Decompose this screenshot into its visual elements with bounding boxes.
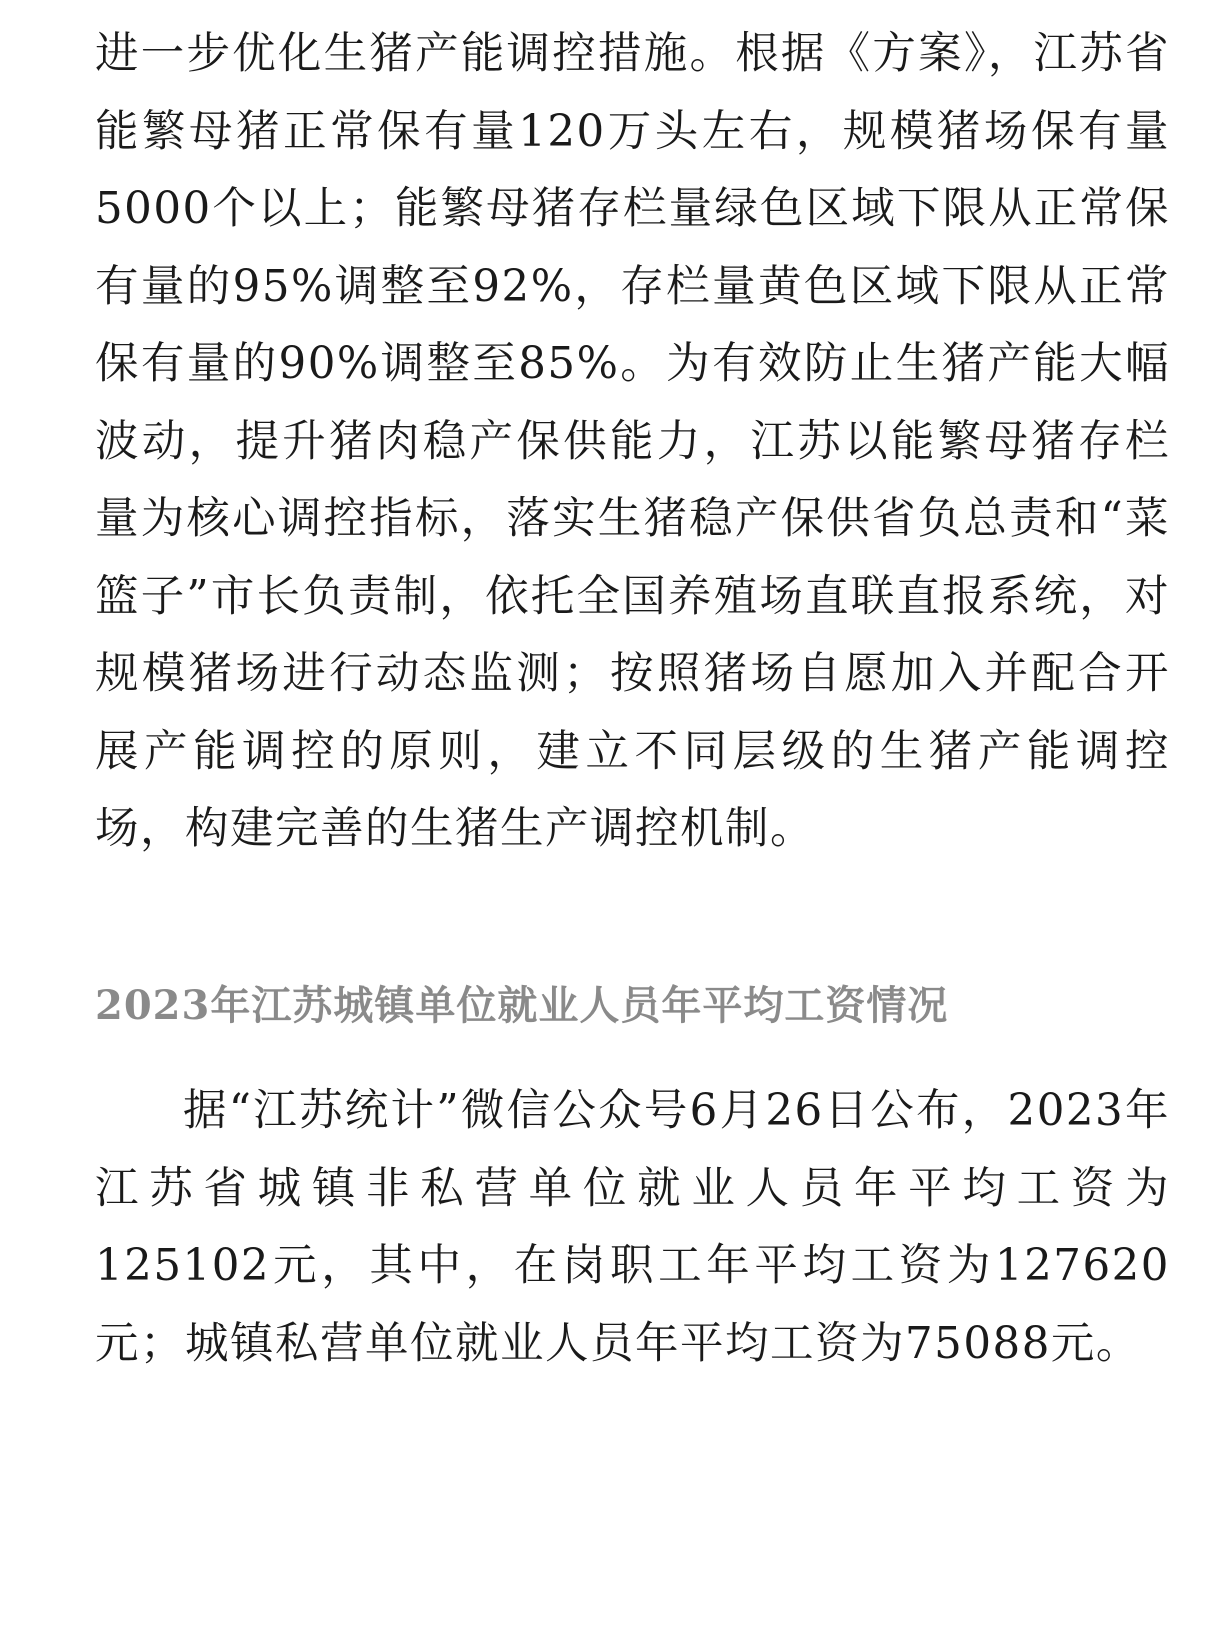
section-heading-wages: 2023年江苏城镇单位就业人员年平均工资情况 bbox=[95, 982, 949, 1029]
body-paragraph-wages: 据“江苏统计”微信公众号6月26日公布，2023年江苏省城镇非私营单位就业人员年平均工资为125102元，其中，在岗职工年平均工资为127620元；城镇私营单位就业人员年平均工资为75088元。 bbox=[95, 1086, 1170, 1369]
body-paragraph-pig-capacity: 进一步优化生猪产能调控措施。根据《方案》，江苏省能繁母猪正常保有量120万头左右，规模猪场保有量5000个以上；能繁母猪存栏量绿色区域下限从正常保有量的95%调整至92%，存栏量黄色区域下限从正常保有量的90%调整至85%。为有效防止生猪产能大幅波动，提升猪肉稳产保供能力，江苏以能繁母猪存栏量为核心调控指标，落实生猪稳产保供省负总责和“菜篮子”市长负责制，依托全国养殖场直联直报系统，对规模猪场进行动态监测；按照猪场自愿加入并配合开展产能调控的原则，建立不同层级的生猪产能调控场，构建完善的生猪生产调控机制。 bbox=[95, 29, 1170, 854]
